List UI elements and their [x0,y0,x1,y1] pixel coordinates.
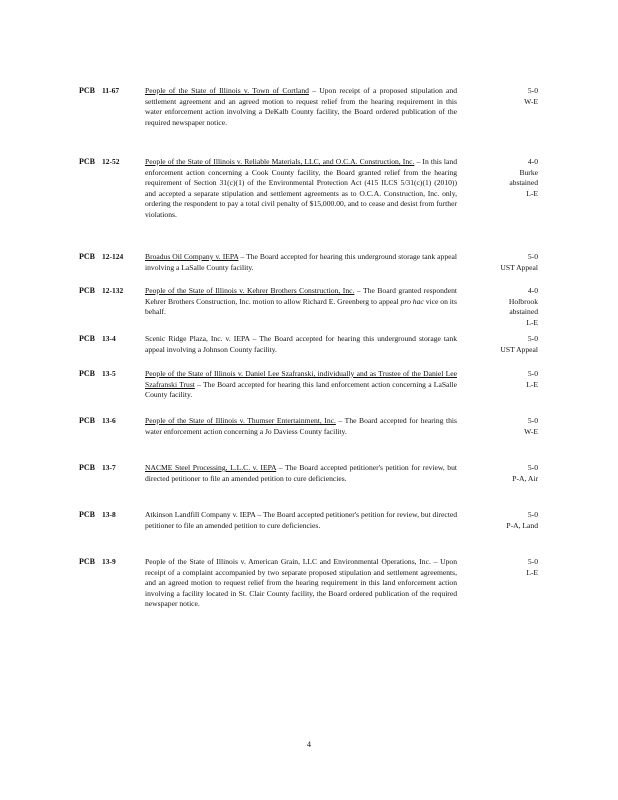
vote-line: 5-0 [527,334,538,343]
case-title: People of the State of Illinois v. Kehrer Brothers Construction, Inc. [145,286,355,295]
vote-line: P-A, Land [506,520,538,530]
case-number: 12-132 [102,286,124,295]
case-title: People of the State of Illinois v. Reliable Materials, LLC, and O.C.A. Construction, Inc. [145,157,415,166]
case-title: People of the State of Illinois v. Town of Cortland [145,86,309,95]
vote-line: abstained [509,178,538,187]
vote-line: W-E [524,426,538,436]
case-body: – The Board accepted petitioner's petition for review, but directed petitioner to file an amended petition to cure deficiencies. [145,463,457,483]
case-prefix: PCB [79,557,95,566]
case-body-post: vice on its behalf. [145,296,457,316]
case-description [145,369,457,401]
vote-line: 5-0 [527,510,538,519]
case-prefix: PCB [79,416,95,425]
case-number: 12-124 [102,252,124,261]
case-description [145,86,457,128]
case-prefix: PCB [79,252,95,261]
case-body-italic: pro hac [400,296,424,306]
case-description [145,252,457,273]
vote-info [506,510,538,531]
case-number: 13-8 [102,510,116,519]
case-number: 11-67 [102,86,120,95]
case-body: – In this land enforcement action concerning a Cook County facility, the Board granted relief from the hearing requirement of Section 31(c)(1) of the Environmental Protection Act (415 ILCS 5/31(c)(1) (2010)) and accepted a separate stipulation and settlement agreements as to O.C.A. Construction, Inc. only, ordering the respondent to pay a total civil penalty of $15,000.00, and to cease and desist from further violations. [145,157,457,219]
case-number: 13-7 [102,463,116,472]
vote-info [509,286,538,328]
vote-line: Burke [519,167,538,177]
case-number: 13-4 [102,334,116,343]
case-body: – The Board accepted petitioner's petition for review, but directed petitioner to file an amended petition to cure deficiencies. [145,510,458,530]
case-body: – The Board accepted for hearing this water enforcement action concerning a Jo Daviess County facility. [145,416,457,436]
vote-line: P-A, Air [512,473,538,483]
case-description [145,334,457,355]
vote-line: L-E [526,317,538,327]
vote-info [526,557,538,578]
case-prefix: PCB [79,86,95,95]
case-title: Scenic Ridge Plaza, Inc. v. IEPA [145,334,250,343]
case-title: People of the State of Illinois v. Daniel Lee Szafranski, individually and as Trustee of the Daniel Lee Szafranski Trust [145,369,457,389]
case-prefix: PCB [79,157,95,166]
case-body-pre: – The Board granted respondent Kehrer Brothers Construction, Inc. motion to allow Richard E. Greenberg to appeal [145,286,457,306]
case-body: – Upon receipt of a complaint accompanied by two separate proposed stipulation and settlement agreements, and an agreed motion to request relief from the hearing requirement in this land enforcement action involving a facility located in St. Clair County facility, the Board ordered publication of the required newspaper notice. [145,557,457,608]
vote-info [500,334,538,355]
vote-line: L-E [526,188,538,198]
vote-line: UST Appeal [500,262,538,272]
case-body: – Upon receipt of a proposed stipulation and settlement agreement and an agreed motion to request relief from the hearing requirement in this water enforcement action involving a DeKalb County facility, the Board ordered publication of the required newspaper notice. [145,86,457,127]
vote-line: 4-0 [527,157,538,166]
page-number: 4 [307,740,311,749]
vote-info [512,463,538,484]
vote-line: 5-0 [527,252,538,261]
vote-info [526,369,538,390]
vote-info [509,157,538,199]
case-number: 13-6 [102,416,116,425]
case-prefix: PCB [79,369,95,378]
case-prefix: PCB [79,286,95,295]
vote-line: 4-0 [527,286,538,295]
case-title: People of the State of Illinois v. Thumser Entertainment, Inc. [145,416,336,425]
case-number: 13-5 [102,369,116,378]
vote-line: L-E [526,379,538,389]
vote-line: 5-0 [527,86,538,95]
case-prefix: PCB [79,463,95,472]
case-description [145,416,457,437]
case-number: 12-52 [102,157,120,166]
vote-line: abstained [509,307,538,316]
case-body: – The Board accepted for hearing this underground storage tank appeal involving a LaSalle County facility. [145,252,457,272]
case-description [145,557,457,610]
case-title: NACME Steel Processing, L.L.C. v. IEPA [145,463,277,472]
vote-line: Holbrook [508,296,538,306]
case-body: – The Board accepted for hearing this land enforcement action concerning a LaSalle County facility. [145,379,458,399]
case-description [145,286,457,318]
case-body: – The Board accepted for hearing this underground storage tank appeal involving a Johnson County facility. [145,334,457,354]
vote-info [524,416,538,437]
vote-line: 5-0 [527,463,538,472]
case-title: Atkinson Landfill Company v. IEPA [145,510,256,519]
vote-line: UST Appeal [500,344,538,354]
case-title: Broadus Oil Company v. IEPA [145,252,239,261]
case-description [145,463,457,484]
vote-line: L-E [526,567,538,577]
vote-line: 5-0 [527,416,538,425]
case-prefix: PCB [79,334,95,343]
vote-info [524,86,538,107]
case-description [145,157,457,220]
case-description [145,510,457,531]
vote-line: 5-0 [527,557,538,566]
case-number: 13-9 [102,557,116,566]
case-title: People of the State of Illinois v. American Grain, LLC and Environmental Operations, Inc. [145,557,431,566]
vote-line: W-E [524,96,538,106]
vote-info [500,252,538,273]
vote-line: 5-0 [527,369,538,378]
case-prefix: PCB [79,510,95,519]
